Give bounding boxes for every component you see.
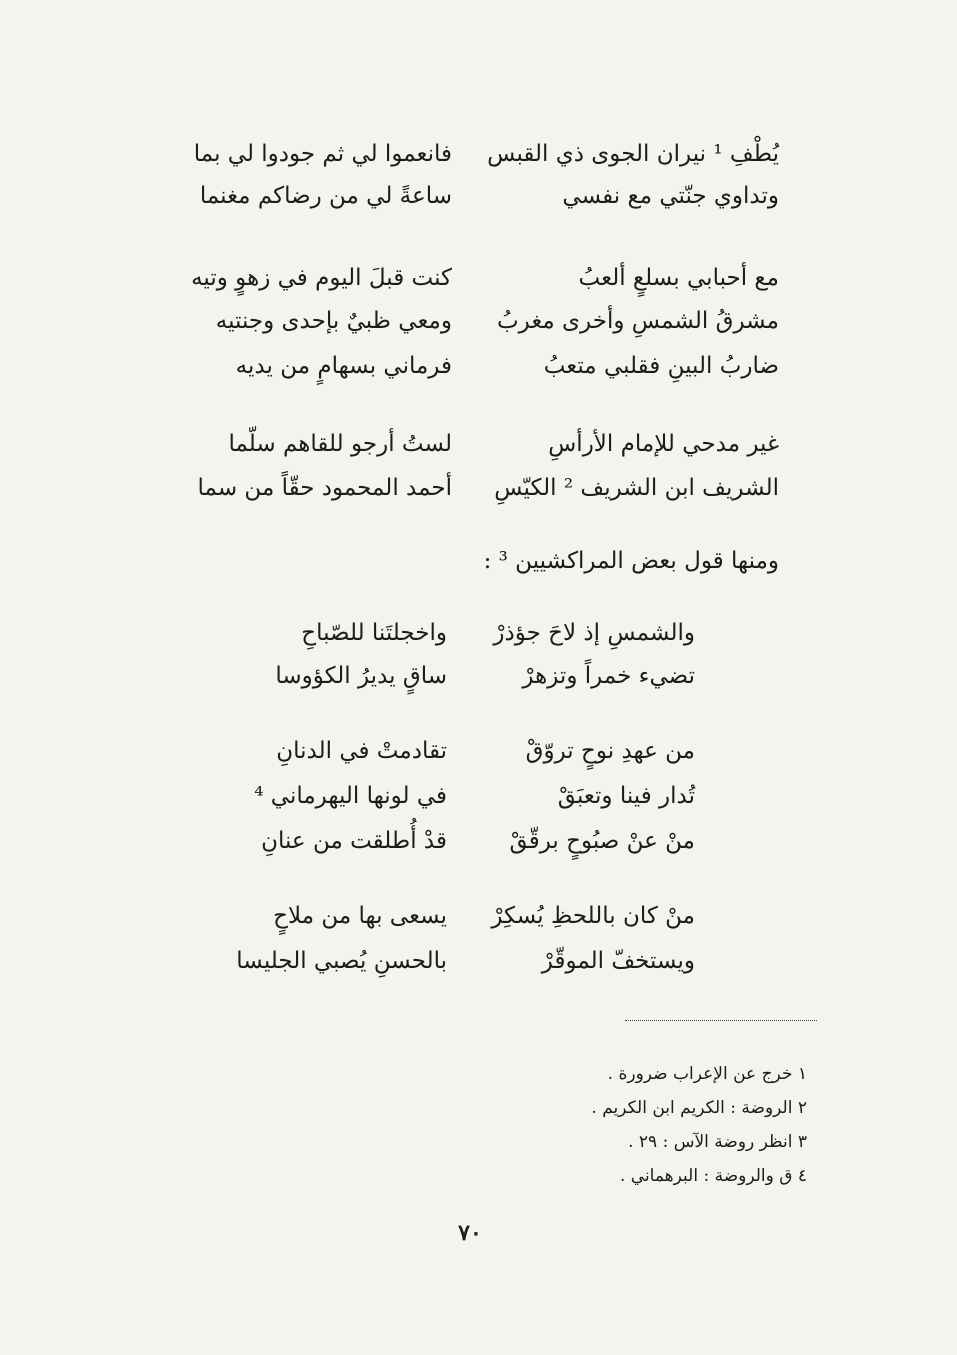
footnote: ٢ الروضة : الكريم ابن الكريم . — [591, 1098, 807, 1118]
footnote-separator — [625, 1020, 817, 1021]
verse-right-hemistich: كنت قبلَ اليوم في زهوٍ وتيه — [191, 265, 452, 291]
verse-right-hemistich: فانعموا لي ثم جودوا لي بما — [193, 141, 452, 167]
footnote: ١ خرج عن الإعراب ضرورة . — [607, 1064, 807, 1084]
verse-right-hemistich: ساعةً لي من رضاكم مغنما — [199, 183, 452, 209]
verse-right-hemistich: ومعي ظبيٌ بإحدى وجنتيه — [215, 308, 452, 334]
verse-left-hemistich: تضيء خمراً وتزهرْ — [522, 663, 695, 689]
verse-left-hemistich: الشريف ابن الشريف ² الكيّسِ — [494, 475, 779, 501]
verse-right-hemistich: قدْ أُطلقت من عنانِ — [261, 828, 447, 854]
verse-left-hemistich: ويستخفّ الموقّرْ — [541, 948, 695, 974]
verse-left-hemistich: مع أحبابي بسلعٍ ألعبُ — [578, 265, 779, 291]
verse-right-hemistich: ساقٍ يديرُ الكؤوسا — [275, 663, 447, 689]
verse-left-hemistich: منْ عنْ صبُوحٍ برقّقْ — [509, 828, 695, 854]
verse-right-hemistich: أحمد المحمود حقّاً من سما — [197, 475, 452, 501]
verse-left-hemistich: ضاربُ البينِ فقلبي متعبُ — [543, 353, 779, 379]
verse-right-hemistich: لستُ أرجو للقاهم سلّما — [228, 431, 452, 457]
footnote: ٤ ق والروضة : البرهماني . — [619, 1166, 807, 1186]
verse-right-hemistich: في لونها اليهرماني ⁴ — [254, 783, 447, 809]
verse-left-hemistich: تُدار فينا وتعبَقْ — [557, 783, 695, 809]
verse-right-hemistich: واخجلتَنا للصّباحِ — [301, 620, 447, 646]
intro-line: ومنها قول بعض المراكشيين ³ : — [483, 548, 779, 574]
verse-left-hemistich: منْ كان باللحظِ يُسكِرْ — [491, 903, 695, 929]
verse-left-hemistich: من عهدِ نوحٍ تروّقْ — [525, 738, 695, 764]
verse-left-hemistich: والشمسِ إذ لاحَ جؤذرْ — [493, 620, 695, 646]
verse-left-hemistich: وتداوي جنّتي مع نفسي — [562, 183, 779, 209]
verse-right-hemistich: يسعى بها من ملاحٍ — [273, 903, 447, 929]
verse-left-hemistich: غير مدحي للإمام الأرأسِ — [548, 431, 779, 457]
verse-left-hemistich: يُطْفِ ¹ نيران الجوى ذي القبس — [487, 141, 779, 167]
verse-right-hemistich: فرماني بسهامٍ من يديه — [235, 353, 452, 379]
verse-right-hemistich: تقادمتْ في الدنانِ — [276, 738, 447, 764]
footnote: ٣ انظر روضة الآس : ٢٩ . — [628, 1132, 807, 1152]
verse-left-hemistich: مشرقُ الشمسِ وأخرى مغربُ — [496, 308, 779, 334]
page-number: ٧٠ — [458, 1220, 482, 1246]
verse-right-hemistich: بالحسنِ يُصبي الجليسا — [236, 948, 447, 974]
